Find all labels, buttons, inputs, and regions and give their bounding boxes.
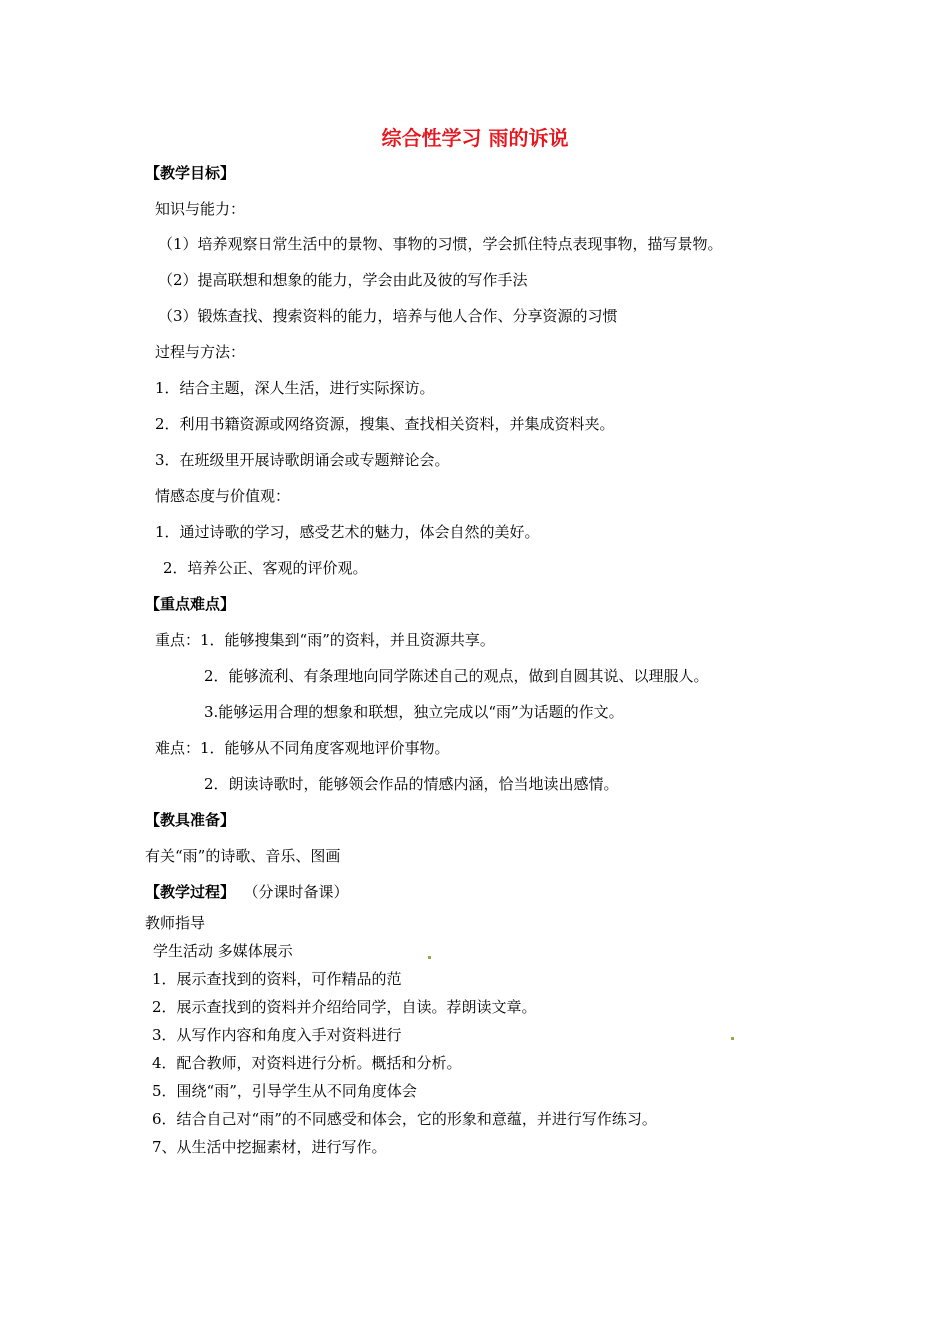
- process-heading: 过程与方法：: [155, 343, 246, 361]
- knowledge-item: （2）提高联想和想象的能力，学会由此及彼的写作手法: [158, 271, 528, 289]
- difficult-point-item: 2．朗读诗歌时，能够领会作品的情感内涵，恰当地读出感情。: [204, 775, 619, 793]
- materials-text: 有关“雨”的诗歌、音乐、图画: [145, 847, 341, 865]
- page-title: 综合性学习 雨的诉说: [381, 126, 569, 150]
- knowledge-item: （1）培养观察日常生活中的景物、事物的习惯，学会抓住特点表现事物，描写景物。: [158, 235, 723, 253]
- key-point-item: 重点：1．能够搜集到“雨”的资料，并且资源共享。: [155, 631, 495, 649]
- key-point-item: 2．能够流利、有条理地向同学陈述自己的观点，做到自圆其说、以理服人。: [204, 667, 709, 685]
- key-heading: 【重点难点】: [145, 595, 236, 613]
- difficult-point-item: 难点：1．能够从不同角度客观地评价事物。: [155, 739, 450, 757]
- step-item: 6．结合自己对“雨”的不同感受和体会，它的形象和意蕴，并进行写作练习。: [152, 1110, 657, 1128]
- process-item: 3．在班级里开展诗歌朗诵会或专题辩论会。: [155, 451, 450, 469]
- student-activity-label: 学生活动 多媒体展示: [153, 942, 293, 960]
- step-item: 7、从生活中挖掘素材，进行写作。: [152, 1138, 387, 1156]
- knowledge-item: （3）锻炼查找、搜索资料的能力，培养与他人合作、分享资源的习惯: [158, 307, 618, 325]
- materials-heading: 【教具准备】: [145, 811, 236, 829]
- process-item: 1．结合主题，深人生活，进行实际探访。: [155, 379, 435, 397]
- step-item: 5．围绕“雨”，引导学生从不同角度体会: [152, 1082, 417, 1100]
- speck-mark: [731, 1037, 734, 1040]
- emotion-item: 1．通过诗歌的学习，感受艺术的魅力，体会自然的美好。: [155, 523, 540, 541]
- emotion-heading: 情感态度与价值观：: [155, 487, 291, 505]
- teaching-heading-row: [145, 882, 349, 902]
- step-item: 2．展示查找到的资料并介绍给同学，自读。荐朗读文章。: [152, 998, 537, 1016]
- process-item: 2．利用书籍资源或网络资源，搜集、查找相关资料，并集成资料夹。: [155, 415, 615, 433]
- teaching-heading: 【教学过程】: [145, 883, 236, 901]
- emotion-item: 2．培养公正、客观的评价观。: [163, 559, 368, 577]
- objectives-heading: 【教学目标】: [145, 164, 236, 182]
- teaching-note: （分课时备课）: [251, 883, 349, 901]
- step-item: 3．从写作内容和角度入手对资料进行: [152, 1026, 402, 1044]
- knowledge-heading: 知识与能力：: [155, 200, 246, 218]
- key-point-item: 3.能够运用合理的想象和联想，独立完成以“雨”为话题的作文。: [204, 703, 624, 721]
- teacher-guide-label: 教师指导: [145, 914, 206, 932]
- speck-mark: [428, 956, 431, 959]
- step-item: 4．配合教师，对资料进行分析。概括和分析。: [152, 1054, 462, 1072]
- step-item: 1．展示查找到的资料，可作精品的范: [152, 970, 402, 988]
